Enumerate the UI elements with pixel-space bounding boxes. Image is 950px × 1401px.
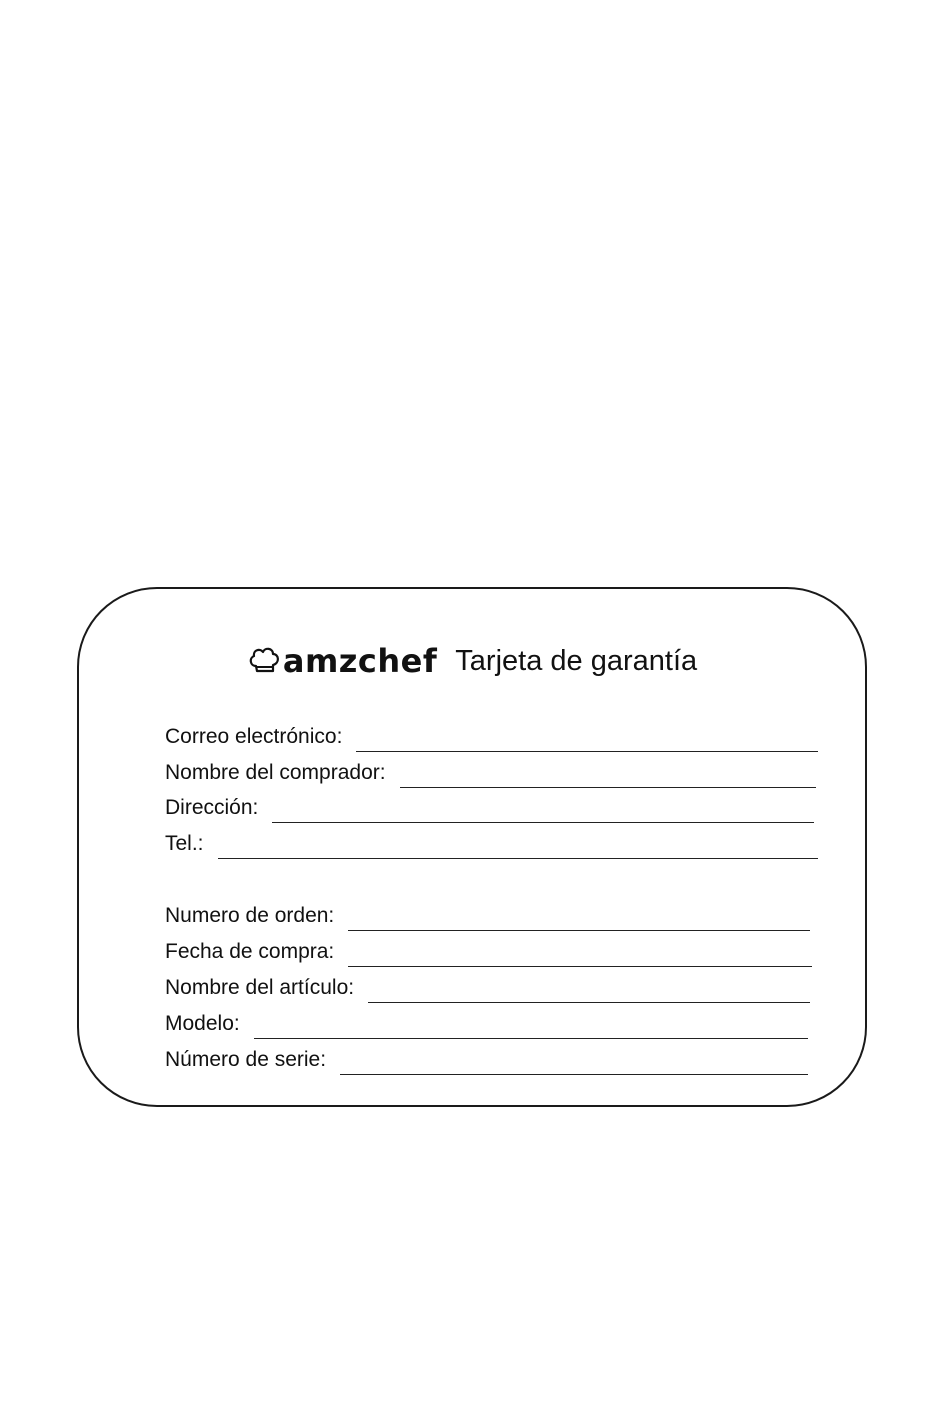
item-name-field[interactable]	[165, 974, 810, 1004]
model-line[interactable]	[254, 1038, 808, 1039]
brand-logo	[247, 644, 437, 678]
order-number-line[interactable]	[348, 930, 810, 931]
item-name-line[interactable]	[368, 1002, 810, 1003]
serial-number-field[interactable]	[165, 1046, 808, 1076]
email-label: Correo electrónico:	[165, 725, 343, 748]
address-label: Dirección:	[165, 796, 259, 819]
phone-label: Tel.:	[165, 832, 204, 855]
phone-line[interactable]	[218, 858, 818, 859]
card-title: Tarjeta de garantía	[455, 644, 698, 677]
address-line[interactable]	[272, 822, 814, 823]
item-name-label: Nombre del artículo:	[165, 976, 355, 999]
model-label: Modelo:	[165, 1012, 240, 1035]
purchase-date-field[interactable]	[165, 938, 812, 968]
email-line[interactable]	[356, 751, 818, 752]
buyer-name-line[interactable]	[400, 787, 816, 788]
model-field[interactable]	[165, 1010, 808, 1040]
purchase-date-line[interactable]	[348, 966, 812, 967]
email-field[interactable]	[165, 723, 818, 753]
address-field[interactable]	[165, 794, 814, 824]
buyer-name-label: Nombre del comprador:	[165, 761, 386, 784]
buyer-name-field[interactable]	[165, 759, 816, 789]
warranty-card	[77, 587, 867, 1107]
serial-number-label: Número de serie:	[165, 1048, 327, 1071]
brand-name: amzchef	[282, 642, 438, 680]
order-number-field[interactable]	[165, 902, 810, 932]
phone-field[interactable]	[165, 830, 818, 860]
purchase-date-label: Fecha de compra:	[165, 940, 335, 963]
chef-hat-icon	[247, 644, 281, 678]
card-header	[79, 639, 865, 683]
serial-number-line[interactable]	[340, 1074, 808, 1075]
order-number-label: Numero de orden:	[165, 904, 335, 927]
